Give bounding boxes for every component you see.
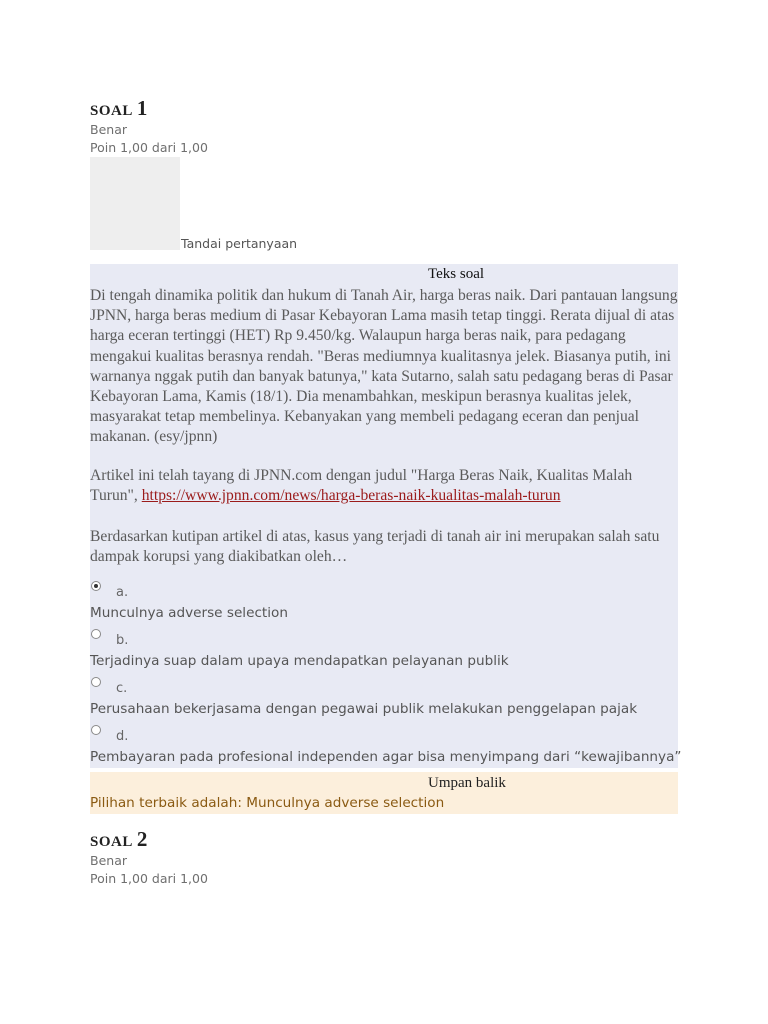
- source-prefix: Artikel ini telah tayang di JPNN.com dengan judul "Harga Beras Naik, Kualitas Malah Turun",: [90, 467, 633, 505]
- question-1-heading: [90, 96, 148, 121]
- option-b-radio[interactable]: [91, 629, 101, 639]
- feedback-text: Pilihan terbaik adalah: Munculnya adverse selection: [90, 795, 445, 811]
- option-d-text[interactable]: Pembayaran pada profesional independen agar bisa menyimpang dari “kewajibannya”: [90, 749, 682, 765]
- question-paragraph-source: [90, 466, 678, 506]
- question-paragraph-prompt: Berdasarkan kutipan artikel di atas, kasus yang terjadi di tanah air ini merupakan salah satu dampak korupsi yang diakibatkan oleh…: [90, 528, 660, 566]
- question-1-score: Poin 1,00 dari 1,00: [90, 140, 208, 155]
- option-a-radio[interactable]: [91, 581, 101, 591]
- feedback-title: Umpan balik: [428, 775, 506, 791]
- question-1-status: Benar: [90, 122, 127, 137]
- option-a-letter: a.: [116, 585, 129, 600]
- option-c-letter: c.: [116, 681, 128, 696]
- option-b-letter: b.: [116, 633, 129, 648]
- question-2-score: Poin 1,00 dari 1,00: [90, 871, 208, 886]
- question-1-number: 1: [136, 96, 148, 120]
- question-2-number: 2: [136, 827, 148, 851]
- question-1-label: SOAL: [90, 103, 133, 119]
- flag-question-link[interactable]: Tandai pertanyaan: [181, 236, 298, 251]
- option-d-radio[interactable]: [91, 725, 101, 735]
- option-d-letter: d.: [116, 729, 129, 744]
- flag-question-icon[interactable]: [90, 157, 180, 250]
- question-2-status: Benar: [90, 853, 127, 868]
- question-2-label: SOAL: [90, 834, 133, 850]
- option-a-text[interactable]: Munculnya adverse selection: [90, 605, 288, 621]
- question-2-heading: [90, 827, 148, 852]
- option-c-radio[interactable]: [91, 677, 101, 687]
- question-text-title: Teks soal: [428, 266, 485, 282]
- option-c-text[interactable]: Perusahaan bekerjasama dengan pegawai publik melakukan penggelapan pajak: [90, 701, 638, 717]
- option-b-text[interactable]: Terjadinya suap dalam upaya mendapatkan pelayanan publik: [90, 653, 509, 669]
- question-paragraph-article: Di tengah dinamika politik dan hukum di Tanah Air, harga beras naik. Dari pantauan langsung JPNN, harga beras medium di Pasar Kebayoran Lama masih tetap tinggi. Rerata dijual di atas harga eceran tertinggi (HET) Rp 9.450/kg. Walaupun harga beras naik, para pedagang mengakui kualitas berasnya rendah. "Beras mediumnya kualitasnya jelek. Biasanya putih, ini warnanya nggak putih dan banyak batunya," kata Sutarno, salah satu pedagang beras di Pasar Kebayoran Lama, Kamis (18/1). Dia menambahkan, meskipun berasnya kualitas jelek, masyarakat tetap membelinya. Kebanyakan yang membeli pedagang eceran dan penjual makanan. (esy/jpnn): [90, 287, 678, 446]
- source-link[interactable]: https://www.jpnn.com/news/harga-beras-naik-kualitas-malah-turun: [141, 487, 561, 505]
